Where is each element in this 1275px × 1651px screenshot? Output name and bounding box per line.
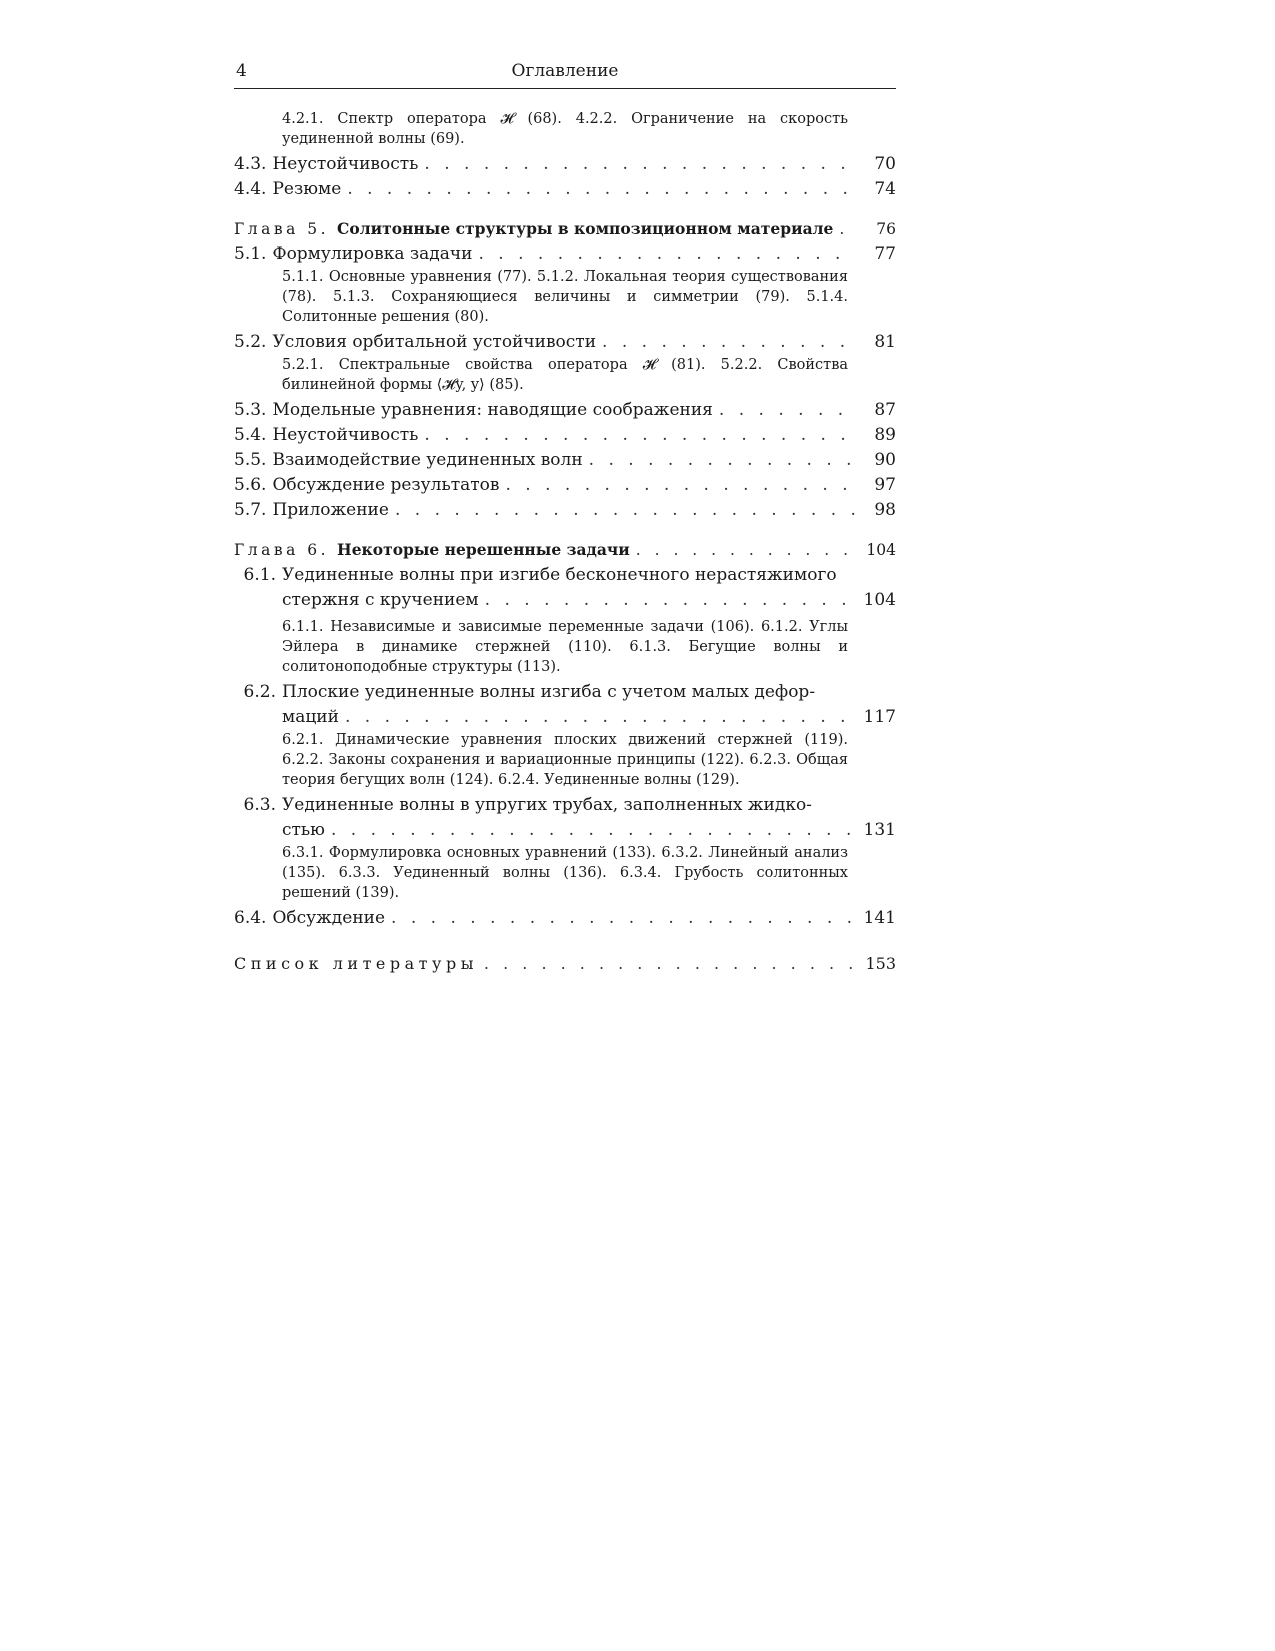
toc-entry-4-4[interactable]: [234, 177, 896, 202]
section-number: 4.4.: [234, 179, 267, 199]
section-title-continued: маций: [282, 707, 339, 727]
toc-entry-6-3[interactable]: [234, 793, 896, 843]
leader-dots: [424, 152, 856, 177]
chapter-label: Глава 6.: [234, 541, 330, 559]
toc-entry-4-3[interactable]: [234, 152, 896, 177]
leader-dots: [589, 448, 856, 473]
section-title: Плоские уединенные волны изгиба с учетом малых дефор-: [282, 682, 816, 702]
page-ref: 70: [874, 154, 896, 174]
section-number: 5.4.: [234, 425, 267, 445]
toc-entry-5-5[interactable]: [234, 448, 896, 473]
page-ref: 131: [863, 820, 896, 840]
leader-dots: [505, 473, 856, 498]
toc-entry-5-6[interactable]: [234, 473, 896, 498]
toc-entry-5-1[interactable]: [234, 242, 896, 267]
section-number: 5.7.: [234, 500, 267, 520]
leader-dots: [395, 498, 856, 523]
toc-entry-5-4[interactable]: [234, 423, 896, 448]
leader-dots: [347, 177, 856, 202]
page-ref: 153: [865, 954, 896, 973]
toc-chapter-5[interactable]: [234, 216, 896, 242]
page-ref: 81: [874, 332, 896, 352]
page-ref: 76: [876, 220, 896, 238]
section-title: Модельные уравнения: наводящие соображения: [272, 400, 713, 420]
section-number: 4.3.: [234, 154, 267, 174]
page-ref: 87: [874, 400, 896, 420]
section-number: 5.2.: [234, 332, 267, 352]
toc-bibliography[interactable]: [234, 951, 896, 976]
subsection-list: 6.1.1. Независимые и зависимые переменные задачи (106). 6.1.2. Углы Эйлера в динамике стержней (110). 6.1.3. Бегущие волны и солитоноподобные структуры (113).: [282, 619, 848, 675]
section-title: Приложение: [272, 500, 389, 520]
section-number: 6.1.: [243, 565, 276, 585]
chapter-title: Солитонные структуры в композиционном материале: [337, 219, 834, 238]
toc-entry-6-4[interactable]: [234, 906, 896, 931]
leader-dots: [478, 242, 856, 267]
page-ref: 97: [874, 475, 896, 495]
leader-dots: [331, 818, 856, 843]
page-ref: 117: [863, 707, 896, 727]
subsection-list: 6.2.1. Динамические уравнения плоских движений стержней (119). 6.2.2. Законы сохранения и вариационные принципы (122). 6.2.3. Общая теория бегущих волн (124). 6.2.4. Уединенные волны (129).: [282, 732, 848, 788]
page-ref: 98: [874, 500, 896, 520]
section-title: Неустойчивость: [272, 425, 419, 445]
toc-entry-5-2[interactable]: [234, 330, 896, 355]
page-ref: 104: [866, 541, 896, 559]
section-number: 5.6.: [234, 475, 267, 495]
subsection-list: 5.1.1. Основные уравнения (77). 5.1.2. Локальная теория существования (78). 5.1.3. Сохраняющиеся величины и симметрии (79). 5.1.4. Солитонные решения (80).: [282, 269, 848, 325]
subsection-list: 4.2.1. Спектр оператора 𝓗 (68). 4.2.2. Ограничение на скорость уединенной волны (69).: [282, 111, 848, 147]
leader-dots: [719, 398, 856, 423]
section-number: 6.2.: [243, 682, 276, 702]
page-ref: 90: [874, 450, 896, 470]
bibliography-label: Список литературы: [234, 954, 478, 973]
section-title: Формулировка задачи: [272, 244, 473, 264]
chapter-title: Некоторые нерешенные задачи: [337, 540, 630, 559]
page-number: 4: [236, 61, 247, 81]
toc-entry-6-2[interactable]: [234, 680, 896, 730]
table-of-contents: [234, 89, 896, 976]
section-title: Обсуждение: [272, 908, 386, 928]
page-ref: 89: [874, 425, 896, 445]
leader-dots: [391, 906, 856, 931]
section-title: Уединенные волны в упругих трубах, заполненных жидко-: [282, 795, 812, 815]
page-header: [234, 58, 896, 89]
section-title: Неустойчивость: [272, 154, 419, 174]
section-title: Условия орбитальной устойчивости: [272, 332, 597, 352]
page-ref: 77: [874, 244, 896, 264]
section-title: Взаимодействие уединенных волн: [272, 450, 583, 470]
toc-entry-5-3[interactable]: [234, 398, 896, 423]
toc-chapter-6[interactable]: [234, 537, 896, 563]
leader-dots: [602, 330, 856, 355]
section-title: Резюме: [272, 179, 342, 199]
page-ref: 141: [863, 908, 896, 928]
leader-dots: [345, 705, 856, 730]
toc-entry-6-1[interactable]: [234, 563, 896, 613]
section-title-continued: стержня с кручением: [282, 590, 479, 610]
section-title: Обсуждение результатов: [272, 475, 500, 495]
section-number: 5.5.: [234, 450, 267, 470]
page-ref: 104: [863, 590, 896, 610]
section-number: 6.4.: [234, 908, 267, 928]
leader-dots: [484, 951, 856, 976]
document-page: [234, 58, 896, 976]
section-number: 6.3.: [243, 795, 276, 815]
subsection-list: 5.2.1. Спектральные свойства оператора 𝓗 (81). 5.2.2. Свойства билинейной формы ⟨𝓗y, y⟩ (85).: [282, 357, 848, 393]
section-title: Уединенные волны при изгибе бесконечного нерастяжимого: [282, 565, 837, 585]
section-title-continued: стью: [282, 820, 325, 840]
toc-entry-5-7[interactable]: [234, 498, 896, 523]
leader-dots: [839, 217, 856, 242]
page-ref: 74: [874, 179, 896, 199]
chapter-label: Глава 5.: [234, 220, 330, 238]
leader-dots: [424, 423, 856, 448]
running-title: Оглавление: [511, 61, 619, 81]
subsection-list: 6.3.1. Формулировка основных уравнений (133). 6.3.2. Линейный анализ (135). 6.3.3. Уединенный волны (136). 6.3.4. Грубость солитонных решений (139).: [282, 845, 848, 901]
leader-dots: [485, 588, 856, 613]
leader-dots: [636, 538, 856, 563]
section-number: 5.3.: [234, 400, 267, 420]
section-number: 5.1.: [234, 244, 267, 264]
